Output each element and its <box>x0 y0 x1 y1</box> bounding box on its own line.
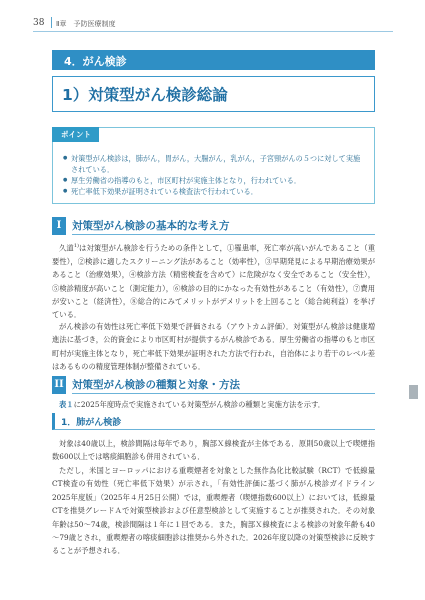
point-label: ポイント <box>61 130 91 139</box>
point-item: ● 対策型がん検診は，肺がん，胃がん，大腸がん，乳がん，子宮頸がんの５つに対して実施されている． <box>63 153 363 175</box>
page-number: 38 <box>33 18 45 28</box>
point-box <box>52 127 375 204</box>
subheading-lung-cancer <box>52 413 375 430</box>
header-divider <box>51 17 52 28</box>
paragraph-lung-ct: ただし，米国とヨーロッパにおける重喫煙者を対象とした無作為化比較試験（RCT）で低線量CT検査の有効性（死亡率低下効果）が示され，「有効性評価に基づく肺がん検診ガイドライン 2025年度版」（2025年４月25日公開）では，重喫煙者（喫煙指数600以上）においては，低線量CTを推奨グレードＡで対策型検診および任意型検診として実施することが推奨された．その対象年齢は50～74歳，検診間隔は１年に１回である．また，胸部Ｘ線検査による検診の対象年齢も40～79歳とされ，重喫煙者の喀痰細胞診は推奨から外された．2026年度以降の対策型検診に反映することが予想される． <box>52 466 375 556</box>
point-list <box>63 153 363 197</box>
chapter-label: Ⅱ章 予防医療制度 <box>56 20 116 28</box>
page-header <box>0 0 425 38</box>
page-edge-tab <box>409 385 418 399</box>
reference-marker: 1) <box>73 243 79 249</box>
heading-basic-concept <box>52 217 375 235</box>
paragraph-table-ref: 表１に2025年度時点で実施されている対策型がん検診の種類と実施方法を示す． <box>59 400 326 409</box>
point-item: ● 死亡率低下効果が証明されている検査法で行われている． <box>63 186 363 197</box>
heading-number: II <box>52 376 66 394</box>
heading-title: 対策型がん検診の種類と対象・方法 <box>72 379 240 391</box>
point-item: ● 厚生労働省の指導のもと，市区町村が実施主体となり，行われている． <box>63 175 363 186</box>
paragraph-conditions: 久道$^{1)}$は対策型がん検診を行うための条件として，①罹患率，死亡率が高いがんであること（重要性），②検診に適したスクリーニング法があること（効率性），③早期発見による早期治療効果があること（治療効果），④検診方法（精密検査を含めて）に危険がなく安全であること（安全性），⑤検診精度が高いこと（測定能力），⑥検診の目的にかなった有効性があること（有効性），⑦費用が安いこと（経済性），⑧総合的にみてメリットがデメリットを上回ること（総合純利益）を挙げている． <box>52 243 375 320</box>
table-reference[interactable]: 表１ <box>59 400 74 409</box>
header-rule <box>33 31 393 32</box>
heading-rule <box>72 234 375 235</box>
heading-types-methods <box>52 376 375 394</box>
heading-title: 対策型がん検診の基本的な考え方 <box>72 220 230 232</box>
paragraph-lung-target: 対象は40歳以上，検診間隔は毎年であり，胸部Ｘ線検査が主体である．原則50歳以上で喫煙指数600以上では喀痰細胞診も併用されている． <box>52 439 375 462</box>
paragraph-effectiveness: がん検診の有効性は死亡率低下効果で評価される（アウトカム評価）．対策型がん検診は健康増進法に基づき，公的資金により市区町村が提供するがん検診である．厚生労働省の指導のもと市区町村が実施主体となり，死亡率低下効果が証明された方法で行われ，自治体により若干のレベル差はあるものの精度管理体制が整備されている． <box>52 322 375 372</box>
point-label-tab <box>52 127 99 142</box>
subsection-title-box <box>52 76 375 112</box>
heading-rule <box>72 393 375 394</box>
subheading-title: 1．肺がん検診 <box>61 418 122 428</box>
section-title-bar <box>52 50 375 70</box>
subsection-title: 1）対策型がん検診総論 <box>62 86 228 104</box>
heading-number: I <box>52 217 66 235</box>
section-title: 4．がん検診 <box>64 55 127 68</box>
